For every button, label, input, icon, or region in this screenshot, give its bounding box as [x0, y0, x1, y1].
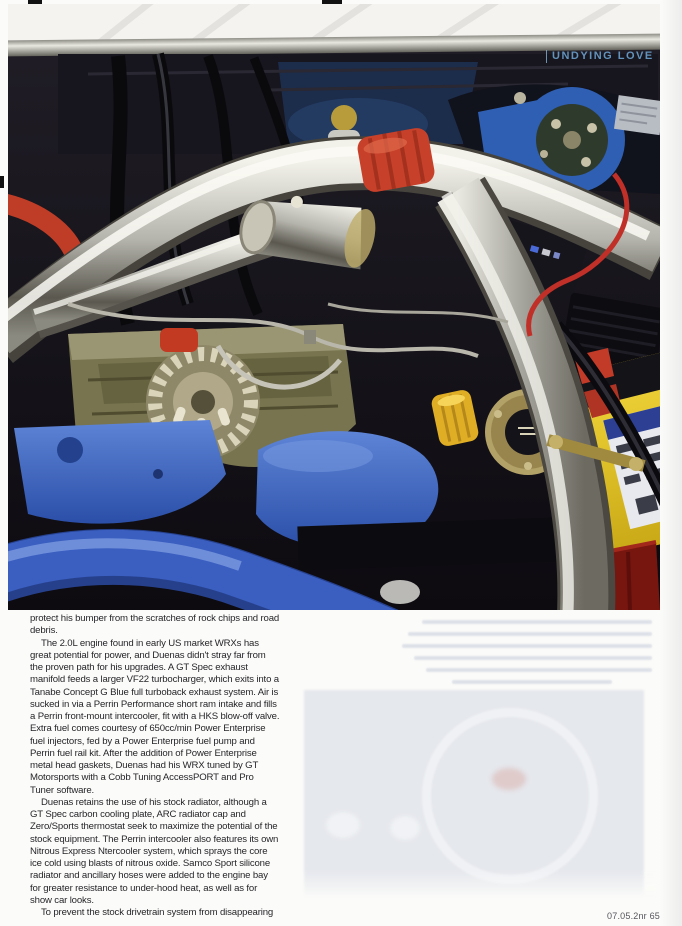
bleed-fade — [304, 870, 656, 910]
bleed-text-line — [452, 680, 612, 685]
bleed-gauge-ghost — [422, 708, 598, 884]
headline: UNDYING LOVE — [546, 50, 654, 63]
article-paragraph: protect his bumper from the scratches of rock chips and road debris. — [30, 613, 280, 637]
bleed-text-line — [422, 620, 652, 625]
bleed-blob — [326, 812, 360, 838]
bleed-blob — [390, 816, 420, 840]
scan-artifact — [0, 176, 4, 188]
page-folio: 07.05.2nr 65 — [607, 911, 660, 921]
info-plate — [614, 95, 660, 135]
light-blob — [380, 580, 420, 604]
article-paragraph: Duenas retains the use of his stock radiator, although a GT Spec carbon cooling plate, ARC radiator cap and Zero/Sports thermostat seek to maximize the potential of the stock equipment. The Perrin intercooler also features its own Nitrous Express Ntercooler system, which sprays the core ice cold using blasts of nitrous oxide. Samco Sport silicone radiator and ancillary hoses were added to the engine bay for greater resistance to under-hood heat, as well as for show car looks. — [30, 796, 279, 906]
red-cap — [160, 328, 198, 352]
bleed-text-line — [414, 656, 652, 661]
bleed-text-line — [408, 632, 652, 637]
engine-bay-illustration — [8, 4, 660, 610]
engine-bay-photo — [8, 4, 660, 610]
page-edge-shadow — [660, 0, 682, 926]
bleed-text-line — [402, 644, 652, 649]
bleed-smudge — [492, 768, 526, 790]
article-paragraph: The 2.0L engine found in early US market WRXs has great potential for power, and Duenas didn't stray far from the proven path for his upgrades. A GT Spec exhaust manifold feeds a larger VF22 turbocharger, which exits into a Tanabe Concept G Blue full turboback exhaust system. Air is sucked in via a Perrin Performance short ram intake and fills a Perrin front-mount intercooler, fit with a HKS blow-off valve. Extra fuel comes courtesy of 650cc/min Power Enterprise fuel injectors, fed by a Power Enterprise fuel pump and Perrin fuel rail kit. After the addition of Power Enterprise metal head gaskets, Duenas had his WRX tuned by GT Motorsports with a Cobb Tuning AccessPORT and Pro Tuner software. — [30, 637, 280, 796]
article-paragraph: To prevent the stock drivetrain system from disappearing — [41, 907, 274, 918]
page-bleed-through — [300, 612, 652, 904]
bleed-text-line — [426, 668, 652, 673]
article-column — [30, 613, 280, 919]
bleed-photo-ghost — [304, 690, 644, 896]
